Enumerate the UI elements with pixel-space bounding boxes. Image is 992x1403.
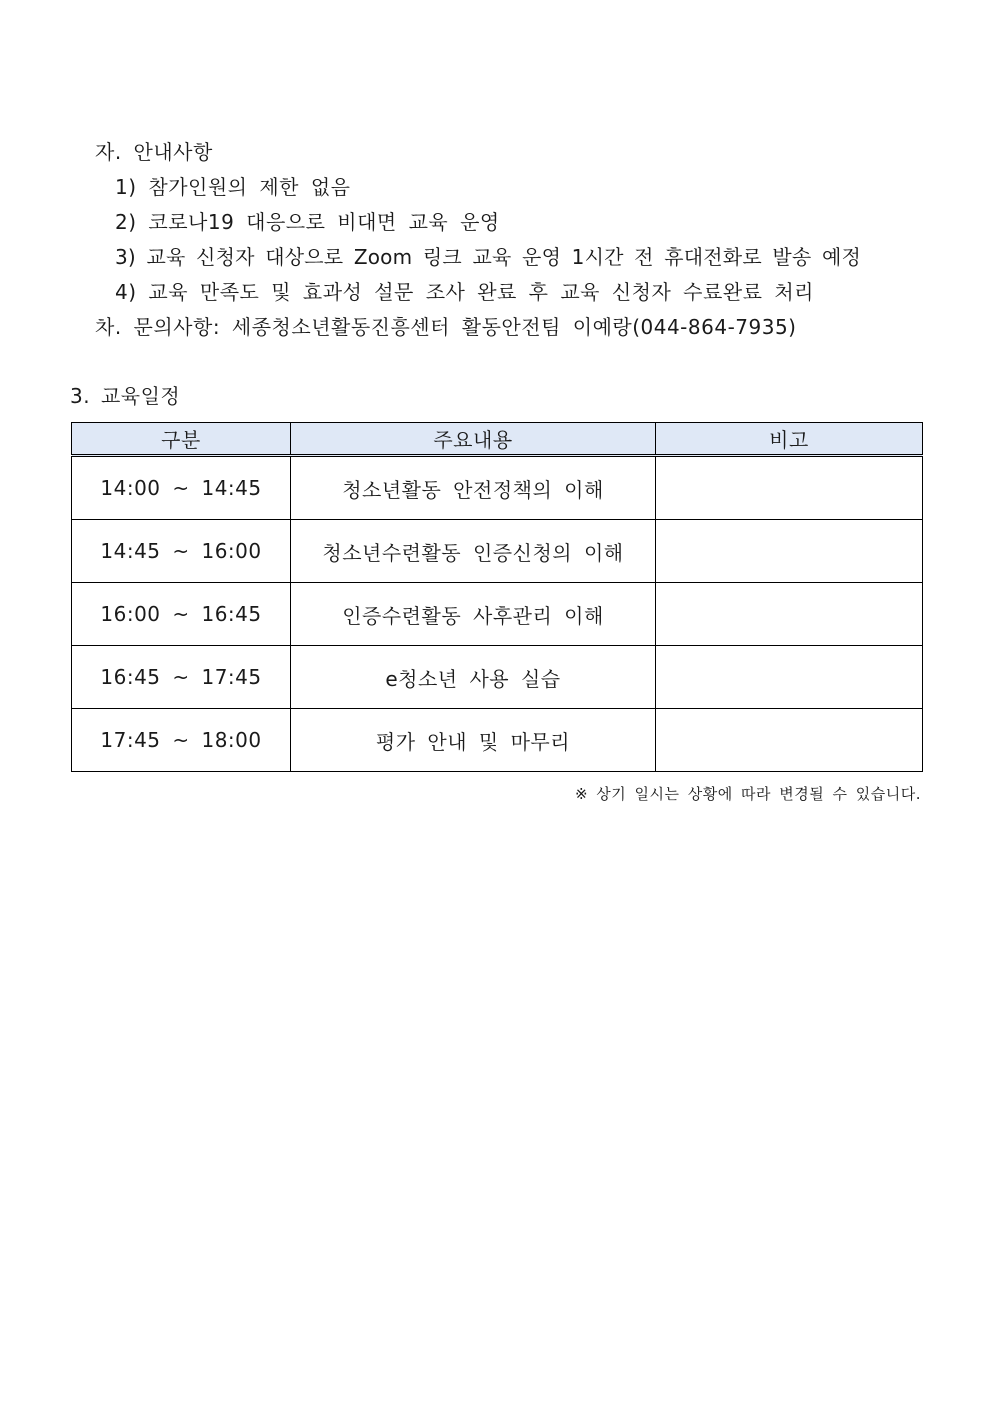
row-content: e청소년 사용 실습 [291, 646, 656, 709]
row-remark [656, 456, 923, 520]
notice-item-4: 4) 교육 만족도 및 효과성 설문 조사 완료 후 교육 신청자 수료완료 처리 [115, 280, 814, 304]
row-content: 청소년활동 안전정책의 이해 [291, 456, 656, 520]
schedule-table [71, 422, 923, 772]
row-remark [656, 583, 923, 646]
notice-item-2: 2) 코로나19 대응으로 비대면 교육 운영 [115, 210, 500, 234]
table-row [72, 456, 923, 520]
header-content: 주요내용 [291, 423, 656, 456]
row-content: 청소년수련활동 인증신청의 이해 [291, 520, 656, 583]
row-remark [656, 520, 923, 583]
schedule-note: ※ 상기 일시는 상황에 따라 변경될 수 있습니다. [574, 785, 921, 803]
row-time: 17:45 ~ 18:00 [72, 709, 291, 772]
row-content: 평가 안내 및 마무리 [291, 709, 656, 772]
table-row [72, 583, 923, 646]
header-remark: 비고 [656, 423, 923, 456]
notice-item-3: 3) 교육 신청자 대상으로 Zoom 링크 교육 운영 1시간 전 휴대전화로 발송 예정 [115, 245, 862, 269]
inquiry-line: 차. 문의사항: 세종청소년활동진흥센터 활동안전팀 이예랑(044-864-7935) [95, 315, 797, 339]
row-time: 14:45 ~ 16:00 [72, 520, 291, 583]
row-time: 14:00 ~ 14:45 [72, 456, 291, 520]
schedule-header-row [72, 423, 923, 456]
notice-heading: 자. 안내사항 [95, 140, 213, 164]
row-content: 인증수련활동 사후관리 이해 [291, 583, 656, 646]
row-remark [656, 646, 923, 709]
row-time: 16:45 ~ 17:45 [72, 646, 291, 709]
row-time: 16:00 ~ 16:45 [72, 583, 291, 646]
row-remark [656, 709, 923, 772]
schedule-title: 3. 교육일정 [70, 384, 181, 408]
table-row [72, 520, 923, 583]
table-row [72, 646, 923, 709]
notice-item-1: 1) 참가인원의 제한 없음 [115, 175, 351, 199]
table-row [72, 709, 923, 772]
header-category: 구분 [72, 423, 291, 456]
